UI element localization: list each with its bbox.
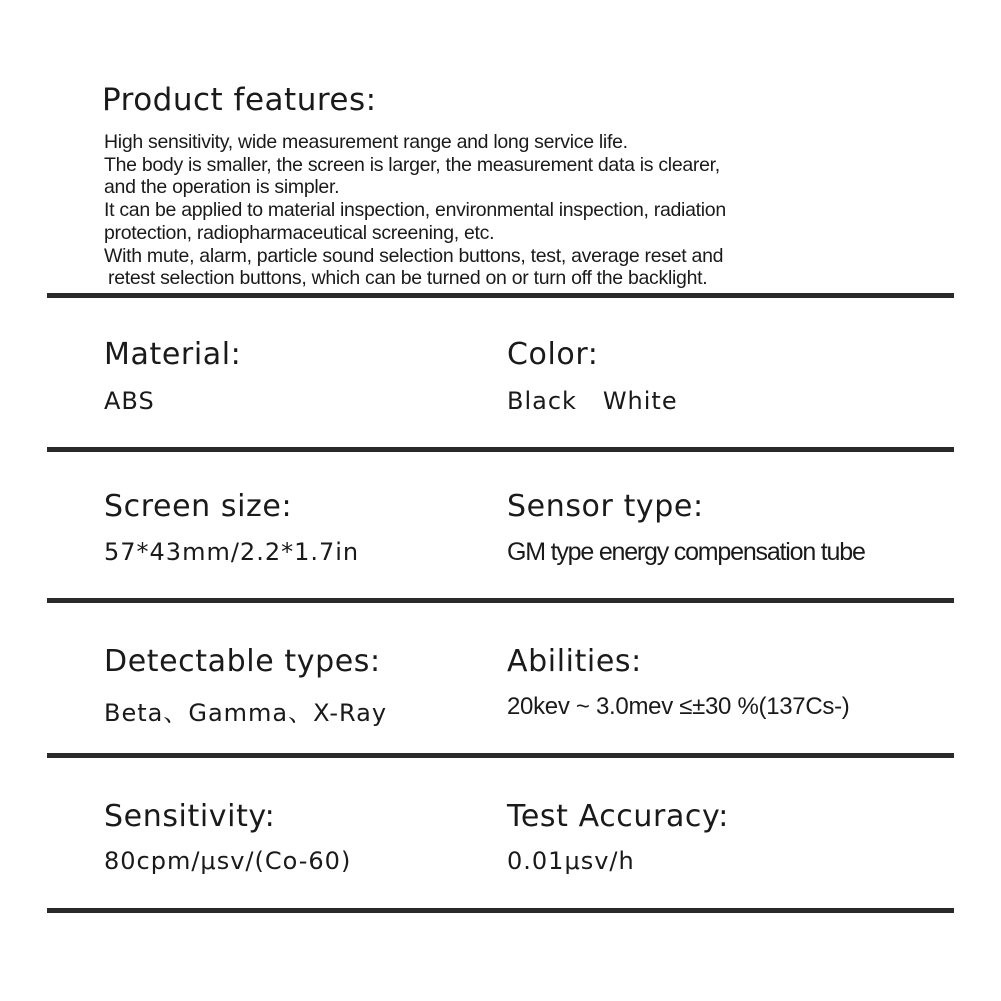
material-label: Material: xyxy=(104,337,242,372)
abilities-value: 20kev ~ 3.0mev ≤±30 %(137Cs-) xyxy=(507,693,850,720)
section-divider xyxy=(47,447,954,452)
detectable-types-value: Beta、Gamma、X-Ray xyxy=(104,699,388,727)
test-accuracy-value: 0.01μsv/h xyxy=(507,847,635,875)
abilities-label: Abilities: xyxy=(507,644,642,679)
feature-line: and the operation is simpler. xyxy=(104,176,340,199)
detectable-types-label: Detectable types: xyxy=(104,644,381,679)
material-value: ABS xyxy=(104,387,155,415)
section-divider xyxy=(47,753,954,758)
features-heading: Product features: xyxy=(102,82,377,118)
features-description xyxy=(104,131,924,290)
sensitivity-label: Sensitivity: xyxy=(104,799,276,834)
screen-size-value: 57*43mm/2.2*1.7in xyxy=(104,538,360,566)
test-accuracy-label: Test Accuracy: xyxy=(507,799,729,834)
sensor-type-label: Sensor type: xyxy=(507,489,704,524)
feature-line: protection, radiopharmaceutical screening, etc. xyxy=(104,221,495,244)
feature-line: With mute, alarm, particle sound selection buttons, test, average reset and xyxy=(104,244,724,267)
color-value: Black White xyxy=(507,387,678,415)
feature-line: The body is smaller, the screen is larger, the measurement data is clearer, xyxy=(104,153,720,176)
section-divider xyxy=(47,598,954,603)
screen-size-label: Screen size: xyxy=(104,489,293,524)
color-label: Color: xyxy=(507,337,599,372)
section-divider xyxy=(47,293,954,298)
section-divider xyxy=(47,908,954,913)
feature-line: High sensitivity, wide measurement range and long service life. xyxy=(104,131,628,153)
feature-line: It can be applied to material inspection, environmental inspection, radiation xyxy=(104,199,726,222)
sensitivity-value: 80cpm/μsv/(Co-60) xyxy=(104,847,352,875)
sensor-type-value: GM type energy compensation tube xyxy=(507,538,865,566)
feature-line: retest selection buttons, which can be turned on or turn off the backlight. xyxy=(108,267,708,290)
